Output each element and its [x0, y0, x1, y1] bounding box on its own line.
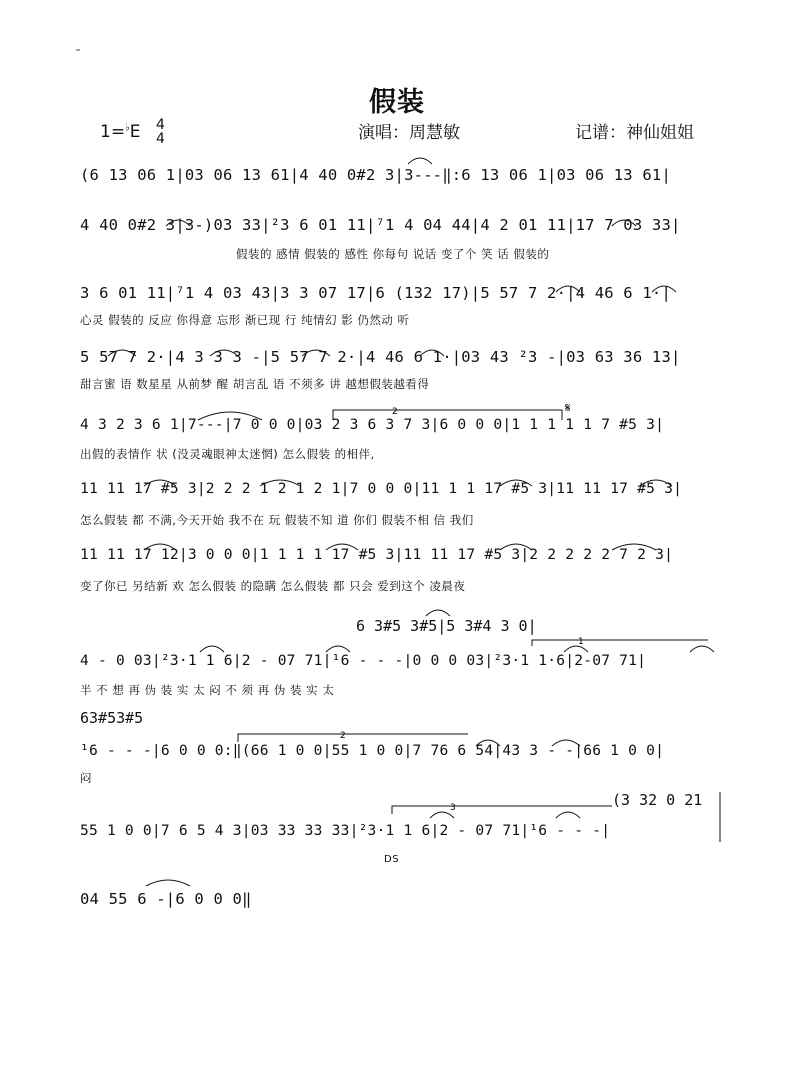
- svg-text:1: 1: [578, 637, 584, 647]
- lyric-line-7: 变了你已 另结新 欢 怎么假装 的隐瞒 怎么假装 都 只会 爱到这个 凌晨夜: [80, 579, 466, 593]
- notation-line-3: 3 6 01 11|⁷1 4 03 43|3 3 07 17|6 (132 17)|5 57 7 2·|4 46 6 1·|: [80, 284, 671, 302]
- lyric-line-3: 心灵 假装的 反应 你得意 忘形 渐已现 行 纯情幻 影 仍然动 听: [80, 313, 410, 327]
- transcriber-credit: 记谱：神仙姐姐: [575, 123, 694, 143]
- notation-line-7: 11 11 17 12|3 0 0 0|1 1 1 1 17 #5 3|11 11 17 #5 3|2 2 2 2 2 7 2 3|: [80, 546, 674, 563]
- notation-line-6: 11 11 17 #5 3|2 2 2 1 2 1 2 1|7 0 0 0|11 1 1 17 #5 3|11 11 17 #5 3|: [80, 480, 683, 497]
- notation-line-2: 4 40 0#2 3|3-)03 33|²3 6 01 11|⁷1 4 04 44|4 2 01 11|17 7 03 33|: [80, 216, 681, 234]
- ds-marking: DS: [384, 854, 400, 865]
- lyric-line-4: 甜言蜜 语 数星星 从前梦 醒 胡言乱 语 不须多 讲 越想假装越看得: [80, 377, 430, 391]
- notation-line-1: (6 13 06 1|03 06 13 61|4 40 0#2 3|3---‖:6 13 06 1|03 06 13 61|: [80, 166, 671, 184]
- notation-line-11: 04 55 6 -|6 0 0 0‖: [80, 890, 252, 908]
- notation-line-9: ¹6 - - -|6 0 0 0:‖(66 1 0 0|55 1 0 0|7 76 6 54|43 3 - -|66 1 0 0|: [80, 742, 665, 759]
- upper-voice-line-10: (3 32 0 21: [612, 791, 703, 809]
- lyric-line-5: 出假的表情作 状 (没灵魂眼神太迷惘) 怎么假装 的相伴,: [80, 447, 375, 461]
- notation-line-10: 55 1 0 0|7 6 5 4 3|03 33 33 33|²3·1 1 6|2 - 07 71|¹6 - - -|: [80, 822, 611, 839]
- svg-text:𝄋: 𝄋: [565, 401, 571, 416]
- key-prefix: 1=: [100, 122, 126, 142]
- lyric-line-6: 怎么假装 都 不满,今天开始 我不在 玩 假装不知 道 你们 假装不相 信 我们: [80, 513, 474, 527]
- lyric-line-8: 半 不 想 再 伪 装 实 太 闷 不 须 再 伪 装 实 太: [80, 683, 335, 697]
- flat-sign: ♭: [125, 122, 130, 134]
- time-signature: [156, 118, 165, 146]
- upper-voice-line-8: 6 3#5 3#5|5 3#4 3 0|: [356, 617, 537, 635]
- svg-text:3: 3: [450, 803, 456, 813]
- upper-voice-line-9: 63#53#5: [80, 709, 144, 727]
- notation-line-5: 4 3 2 3 6 1|7---|7 0 0 0|03 2 3 6 3 7 3|6 0 0 0|1 1 1 1 1 7 #5 3|: [80, 416, 665, 433]
- key-note: E: [129, 122, 141, 142]
- lyric-line-2: 假装的 感情 假装的 感性 你每句 说话 变了个 笑 话 假装的: [236, 247, 550, 261]
- notation-line-4: 5 57 7 2·|4 3 3 3 -|5 57 7 2·|4 46 6 1·|03 43 ²3 -|03 63 36 13|: [80, 348, 681, 366]
- lyric-line-9: 闷: [80, 771, 92, 785]
- notation-line-8: 4 - 0 03|²3·1 1 6|2 - 07 71|¹6 - - -|0 0 0 03|²3·1 1·6|2-07 71|: [80, 652, 647, 669]
- song-title: 假装: [369, 87, 425, 118]
- svg-text:2: 2: [392, 407, 398, 417]
- key-signature: [100, 118, 165, 146]
- svg-text:2: 2: [340, 731, 346, 741]
- time-bottom: 4: [155, 131, 165, 147]
- time-top: 4: [155, 117, 165, 133]
- singer-credit: 演唱：周慧敏: [358, 123, 460, 143]
